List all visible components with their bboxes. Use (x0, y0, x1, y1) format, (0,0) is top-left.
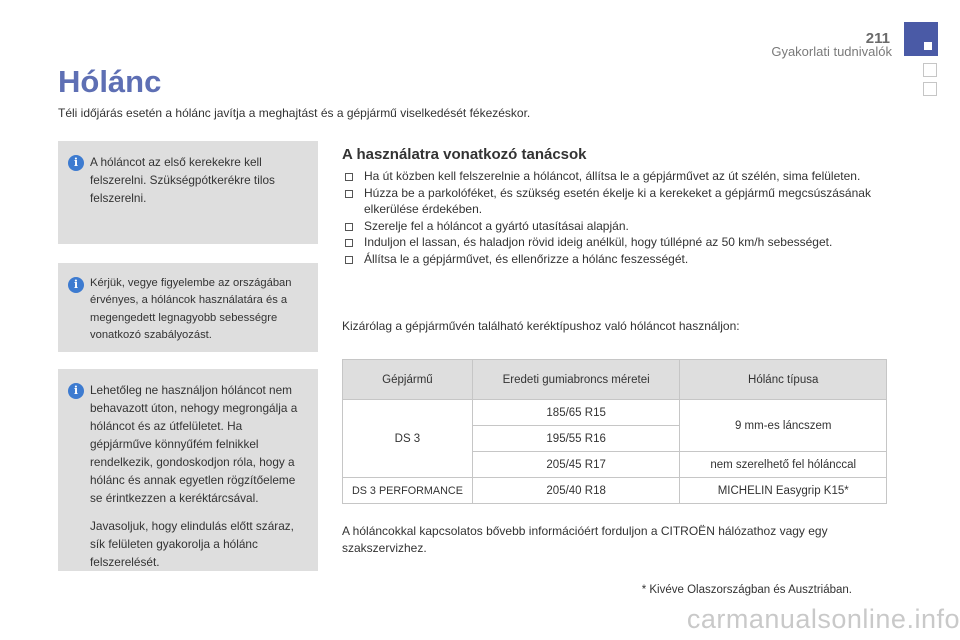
list-item: Induljon el lassan, és haladjon rövid ideig anélkül, hogy túllépné az 50 km/h sebességet. (342, 234, 887, 251)
footer-text: A hóláncokkal kapcsolatos bővebb információért forduljon a CITROËN hálózathoz vagy egy szakszervizhez. (342, 524, 828, 555)
column-header: Eredeti gumiabroncs méretei (472, 360, 680, 400)
info-icon: i (68, 155, 84, 171)
list-item: Szerelje fel a hóláncot a gyártó utasításai alapján. (342, 218, 887, 235)
note-text: Kérjük, vegye figyelembe az országában érvényes, a hóláncok használatára és a megengedett legnagyobb sebességre vonatkozó szabályozást. (90, 277, 292, 342)
table-cell: 195/55 R16 (472, 426, 680, 452)
table-cell: MICHELIN Easygrip K15* (680, 478, 887, 504)
table-cell: 205/45 R17 (472, 452, 680, 478)
info-note (58, 263, 318, 352)
chapter-tab (923, 63, 937, 77)
info-note (58, 141, 318, 244)
advice-list (342, 168, 887, 268)
column-header: Gépjármű (343, 360, 473, 400)
list-item: Állítsa le a gépjárművet, és ellenőrizze a hólánc feszességét. (342, 251, 887, 268)
list-item: Húzza be a parkolóféket, és szükség esetén ékelje ki a kerekeket a gépjármű megcsúszásának elkerülése érdekében. (342, 185, 887, 218)
watermark: carmanualsonline.info (686, 604, 960, 634)
intro-text: Téli időjárás esetén a hólánc javítja a meghajtást és a gépjármű viselkedését fékezéskor. (58, 106, 531, 120)
page-title: Hólánc (58, 64, 162, 99)
note-text: Javasoljuk, hogy elindulás előtt száraz, sík felületen gyakorolja a hólánc felszerelését. (90, 519, 294, 569)
info-icon: i (68, 383, 84, 399)
table-row (343, 400, 887, 426)
table-cell: 205/40 R18 (472, 478, 680, 504)
note-text: Lehetőleg ne használjon hóláncot nem behavazott úton, nehogy megrongálja a hóláncot és az útfelületet. Ha gépjárműve könnyűfém felnikkel rendelkezik, gondoskodjon róla, hogy a hólánc és annak egyetlen rögzítőeleme se érintkezzen a keréktárcsával. (90, 383, 298, 505)
info-note (58, 369, 318, 571)
table-cell: DS 3 PERFORMANCE (343, 478, 473, 504)
section-name: Gyakorlati tudnivalók (771, 44, 892, 59)
table-cell: nem szerelhető fel hólánccal (680, 452, 887, 478)
table-row (343, 478, 887, 504)
chapter-tab (923, 82, 937, 96)
table-cell: 9 mm-es láncszem (680, 400, 887, 452)
snow-chain-table (342, 359, 887, 504)
footnote: * Kivéve Olaszországban és Ausztriában. (641, 584, 852, 596)
info-icon: i (68, 277, 84, 293)
advice-heading: A használatra vonatkozó tanácsok (342, 146, 587, 163)
use-only-text: Kizárólag a gépjárművén található keréktípushoz való hóláncot használjon: (342, 319, 740, 333)
page-number: 211 (865, 30, 890, 47)
table-cell: DS 3 (343, 400, 473, 478)
note-text: A hóláncot az első kerekekre kell felszerelni. Szükségpótkerékre tilos felszerelni. (90, 155, 275, 205)
table-cell: 185/65 R15 (472, 400, 680, 426)
table-header-row (343, 360, 887, 400)
column-header: Hólánc típusa (680, 360, 887, 400)
list-item: Ha út közben kell felszerelnie a hóláncot, állítsa le a gépjárművet az út szélén, sima felületen. (342, 168, 887, 185)
chapter-tab-active (904, 22, 938, 56)
